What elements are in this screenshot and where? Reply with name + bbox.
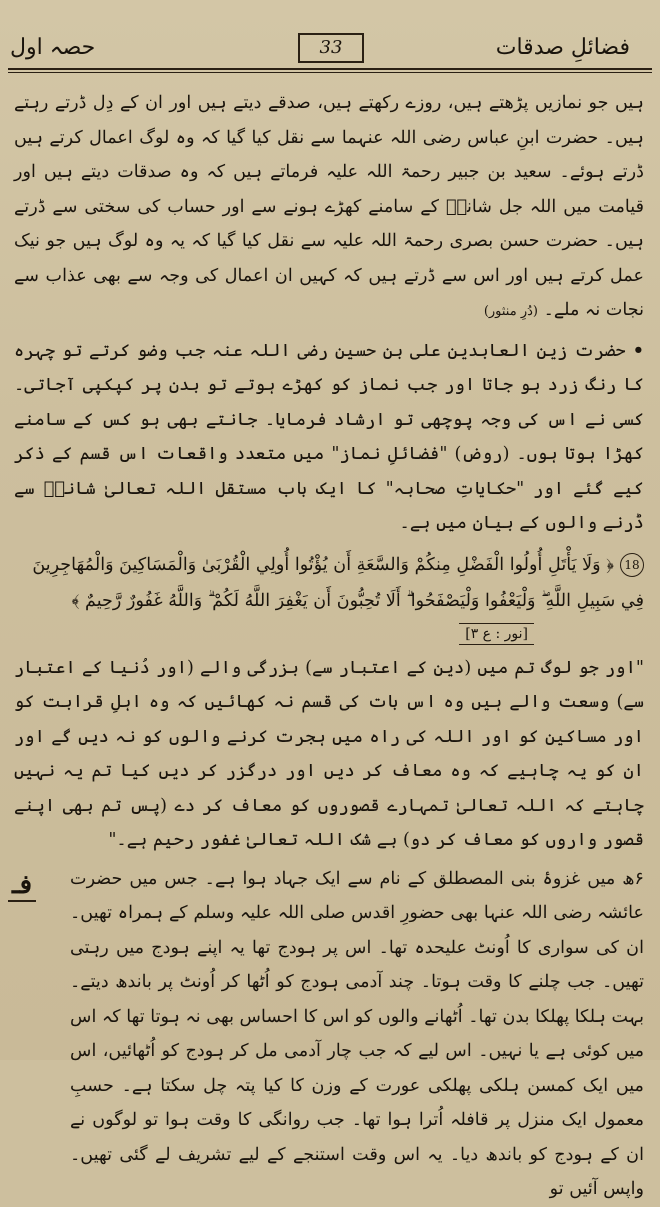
page-header	[0, 0, 660, 82]
verse-reference-row	[14, 623, 644, 645]
page-number: 33	[298, 33, 364, 63]
verse-translation: "اور جو لوگ تم میں (دین کے اعتبار سے) بزرگی والے (اور دُنیا کے اعتبار سے) وسعت والے ہیں وہ اس بات کی قسم نہ کھائیں کہ وہ اہلِ قرابت کو اور مساکین کو اور اللہ کی راہ میں ہجرت کرنے والوں کو نہ دیں گے اور ان کو یہ چاہیے کہ وہ معاف کر دیں اور درگزر کر دیں کیا تم یہ نہیں چاہتے کہ اللہ تعالیٰ تمہارے قصوروں کو معاف کر دے (پس تم بھی اپنے قصور واروں کو معاف کر دو) بے شک اللہ تعالیٰ غفور رحیم ہے۔"	[14, 657, 645, 850]
fa-marker: فـ	[8, 870, 36, 902]
paragraph-2	[14, 334, 644, 541]
verse-number: 18	[620, 553, 644, 577]
header-rule	[8, 68, 652, 70]
part-label: حصہ اول	[10, 35, 96, 60]
header-rule-thin	[8, 72, 652, 73]
verse-text: ﴿ وَلَا يَأْتَلِ أُولُوا الْفَضْلِ مِنكُمْ وَالسَّعَةِ أَن يُؤْتُوا أُولِي الْقُرْبَىٰ وَالْمَسَاكِينَ وَالْمُهَاجِرِينَ فِي سَبِيلِ اللَّهِ ۖ وَلْيَعْفُوا وَلْيَصْفَحُوا ۗ أَلَا تُحِبُّونَ أَن يَغْفِرَ اللَّهُ لَكُمْ ۗ وَاللَّهُ غَفُورٌ رَّحِيمٌ ﴾	[32, 554, 644, 611]
quran-verse	[14, 547, 644, 619]
commentary-block	[14, 862, 644, 1207]
page-body	[12, 86, 645, 1199]
bullet-dot: •	[625, 339, 644, 361]
paragraph-2-text: حضرت زین العابدین علی بن حسین رضی اللہ عنہ جب وضو کرتے تو چہرہ کا رنگ زرد ہو جاتا اور جب نماز کو کھڑے ہوتے تو بدن پر کپکپی آجاتی۔ کسی نے اس کی وجہ پوچھی تو ارشاد فرمایا۔ جانتے بھی ہو کس کے سامنے کھڑا ہوتا ہوں۔ (روض) "فضائلِ نماز" میں متعدد واقعات اس قسم کے ذکر کیے گئے اور "حکایاتِ صحابہ" کا ایک باب مستقل اللہ تعالیٰ شانہٗ سے ڈرنے والوں کے بیان میں ہے۔	[14, 340, 644, 533]
commentary-text: ۶ھ میں غزوۂ بنی المصطلق کے نام سے ایک جہاد ہوا ہے۔ جس میں حضرت عائشہ رضی اللہ عنہا بھی حضورِ اقدس صلی اللہ علیہ وسلم کے ہمراہ تھیں۔ ان کی سواری کا اُونٹ علیحدہ تھا۔ اس پر ہودج تھا یہ اپنے ہودج میں رہتی تھیں۔ جب چلنے کا وقت ہوتا۔ چند آدمی ہودج کو اُٹھا کر اُونٹ پر باندھ دیتے۔ بہت ہلکا پھلکا بدن تھا۔ اُٹھانے والوں کو اس کا احساس بھی نہ ہوتا تھا کہ اس میں کوئی ہے یا نہیں۔ اس لیے کہ جب چار آدمی مل کر ہودج کو اُٹھائیں، اس میں ایک کمسن ہلکی پھلکی عورت کے وزن کا کیا پتہ چل سکتا ہے۔ حسبِ معمول ایک منزل پر قافلہ اُترا ہوا تھا۔ جب روانگی کا وقت ہوا تو لوگوں نے ان کے ہودج کو باندھ دیا۔ یہ اس وقت استنجے کے لیے تشریف لے گئی تھیں۔ واپس آئیں تو	[70, 868, 644, 1199]
paragraph-1-text: ہیں جو نمازیں پڑھتے ہیں، روزے رکھتے ہیں، صدقے دیتے ہیں اور ان کے دِل ڈرتے رہتے ہیں۔ حضرت ابنِ عباس رضی اللہ عنہما سے نقل کیا گیا کہ وہ لوگ اعمال کرتے ہیں ڈرتے ہوئے۔ سعید بن جبیر رحمۃ اللہ علیہ فرماتے ہیں کہ وہ صدقات دیتے ہیں اور قیامت میں اللہ جل شانہٗ کے سامنے کھڑے ہونے سے اور حساب کی سختی سے ڈرتے ہیں۔ حضرت حسن بصری رحمۃ اللہ علیہ سے نقل کیا گیا کہ یہ وہ لوگ ہیں جو نیک عمل کرتے ہیں اور اس سے ڈرتے ہیں کہ کہیں ان اعمال کی وجہ سے بھی عذاب سے نجات نہ ملے۔	[14, 93, 644, 320]
source-reference: (دُرِ منثور)	[483, 304, 538, 319]
book-title: فضائلِ صدقات	[495, 35, 630, 60]
paragraph-1	[14, 86, 644, 330]
verse-reference: [نور : ع ٣]	[459, 623, 534, 645]
